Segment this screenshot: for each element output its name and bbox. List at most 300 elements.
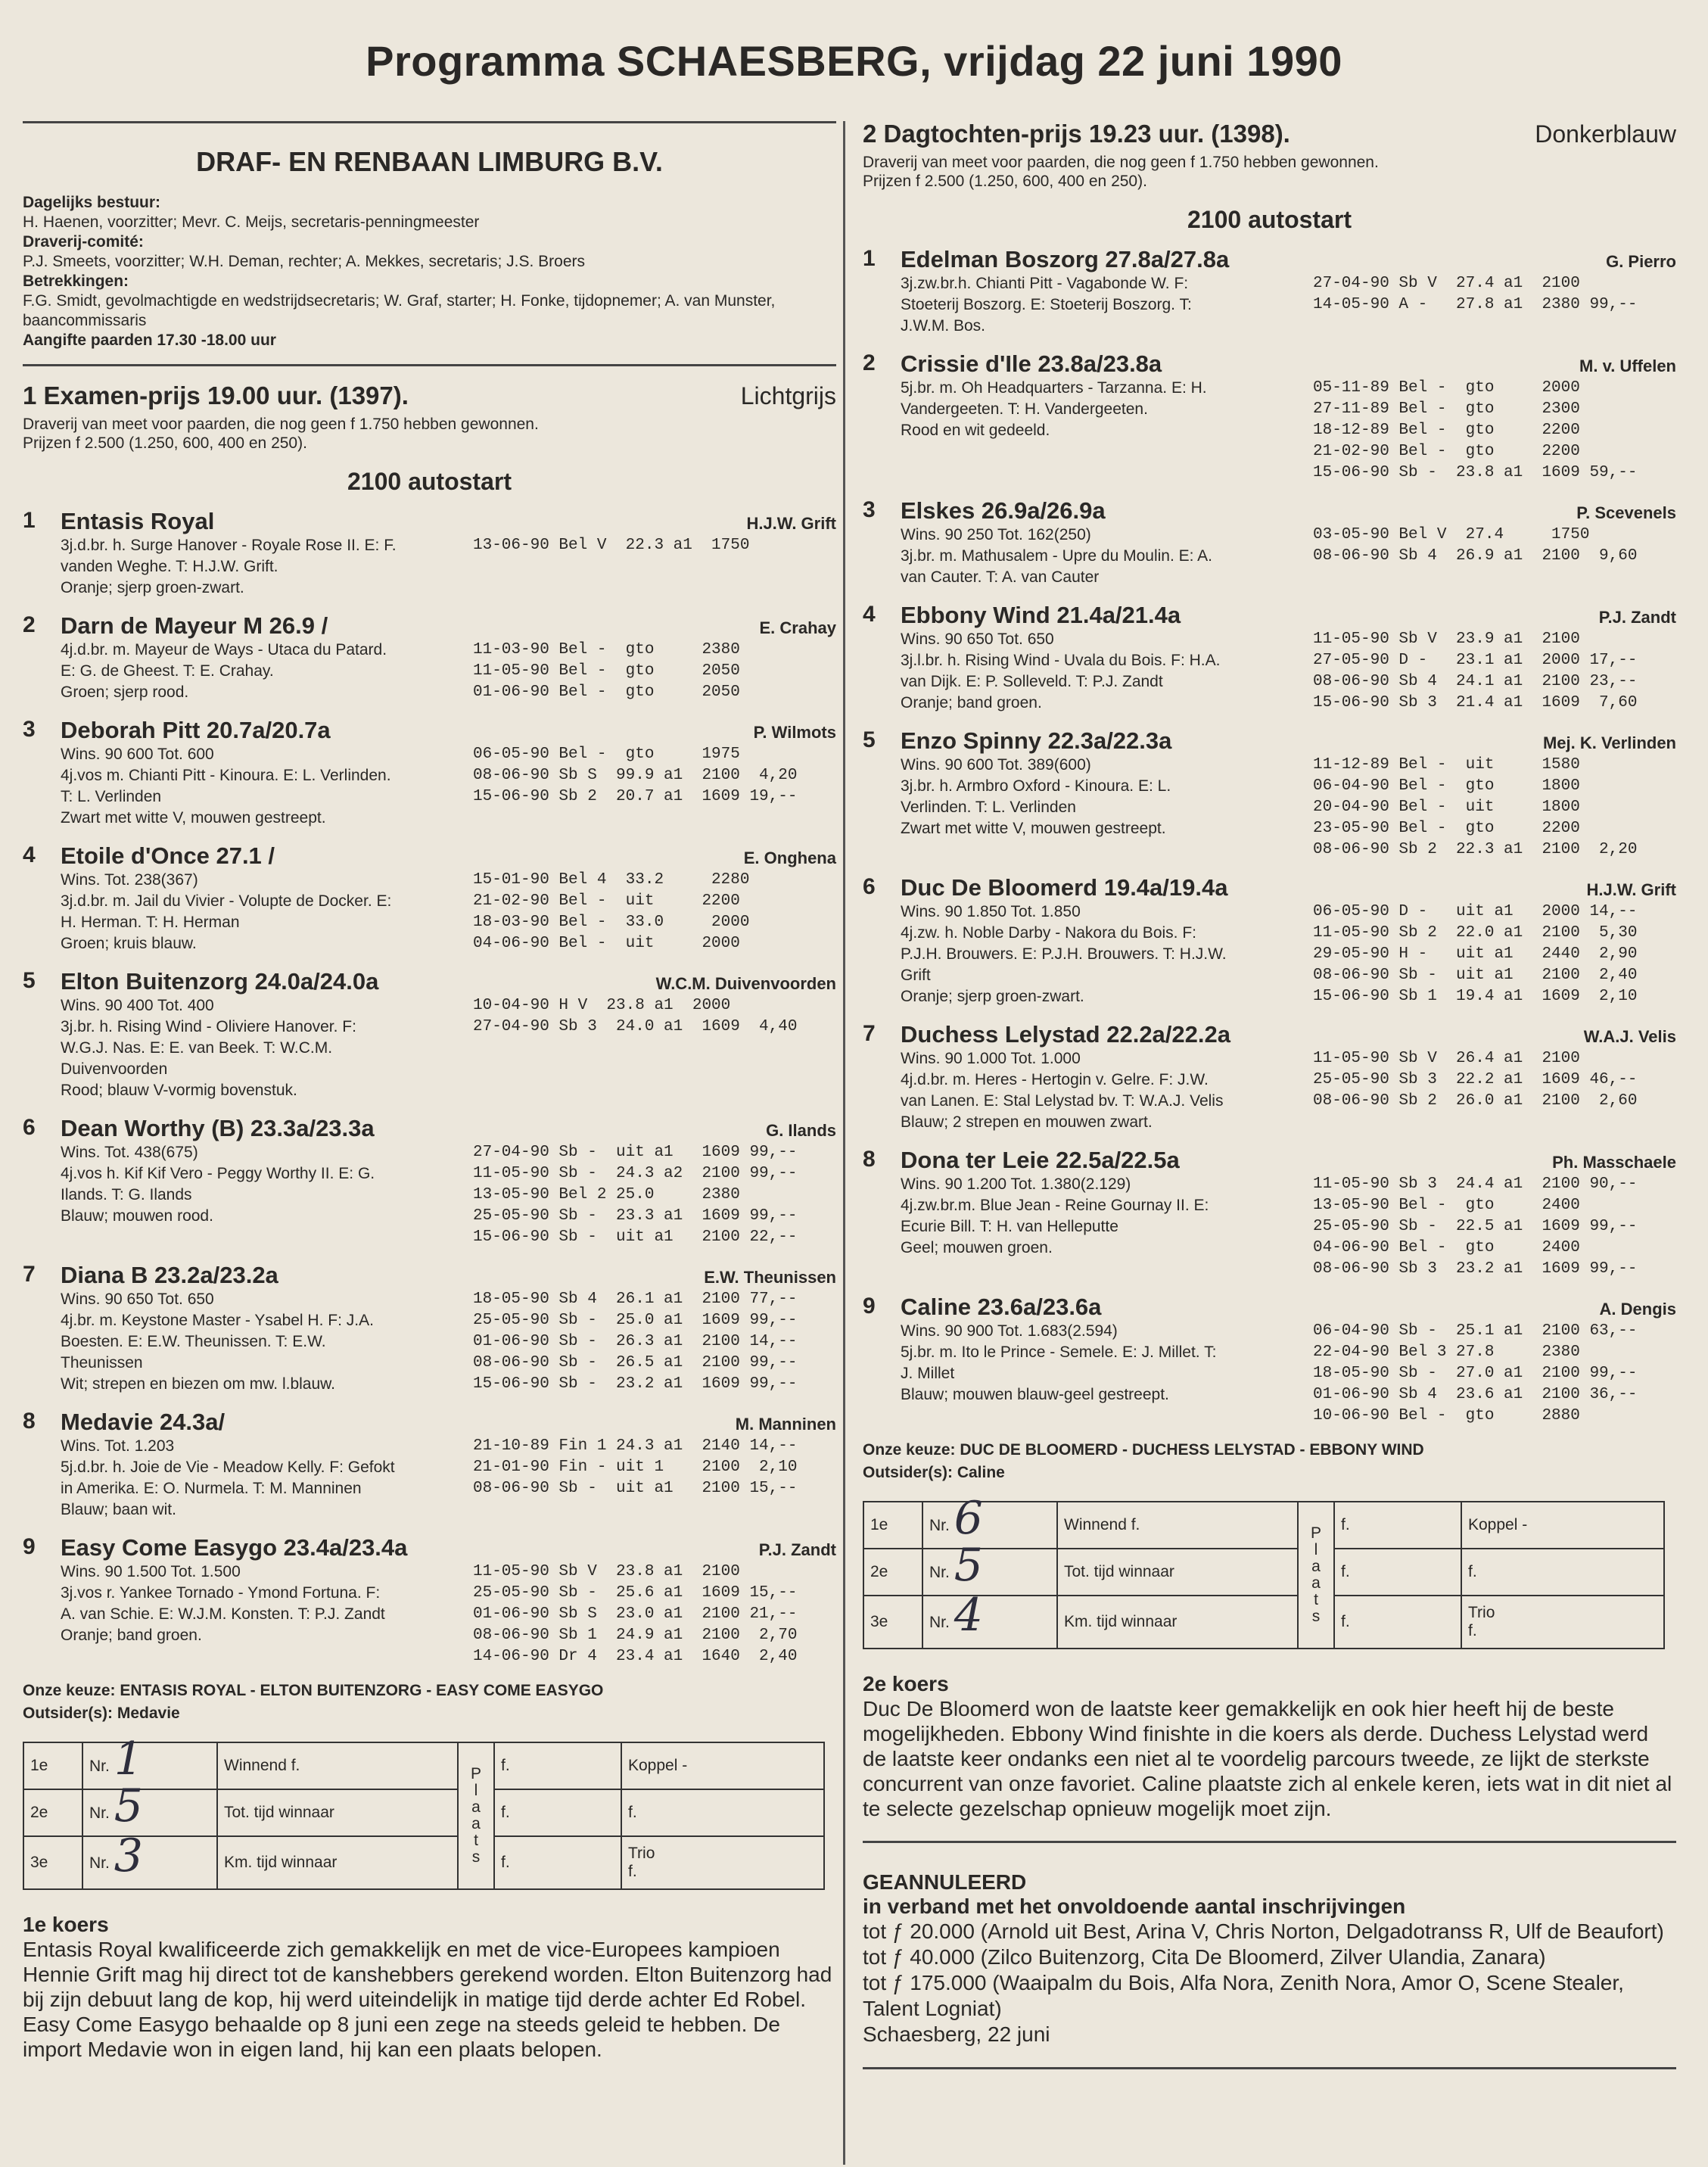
horse-number: 7 — [23, 1262, 36, 1287]
horse-heading — [61, 1409, 836, 1436]
race-1 — [23, 381, 836, 2062]
horse-info-line: Wins. Tot. 1.203 — [61, 1437, 175, 1455]
horse-driver: H.J.W. Grift — [746, 514, 836, 533]
horse-info-line: Ilands. T: G. Ilands — [61, 1186, 192, 1203]
horse-details — [901, 378, 1676, 484]
trio-label: Trio — [628, 1845, 655, 1862]
result-row — [23, 1836, 824, 1889]
horse-details — [901, 1174, 1676, 1280]
horse-info-line: T: L. Verlinden — [61, 788, 162, 805]
onze-keuze: Onze keuze: ENTASIS ROYAL - ELTON BUITENZORG - EASY COME EASYGO — [23, 1682, 604, 1699]
horse-number: 5 — [863, 727, 876, 752]
horse-name: Dean Worthy (B) 23.3a/23.3a — [61, 1115, 375, 1141]
horse-body — [61, 717, 836, 829]
horse-details — [61, 995, 836, 1101]
horse-name: Darn de Mayeur M 26.9 / — [61, 612, 328, 639]
run-line: 08-06-90 Sb 2 22.3 a1 2100 2,20 — [1313, 841, 1638, 858]
place-label: 3e — [863, 1596, 922, 1649]
horse-info-line: Blauw; baan wit. — [61, 1501, 176, 1518]
horse-body — [61, 1409, 836, 1521]
nr-label: Nr. — [929, 1564, 950, 1581]
result-table — [863, 1492, 1665, 1649]
plaats-letter: a — [1311, 1558, 1321, 1575]
run-line: 25-05-90 Sb - 25.6 a1 1609 15,-- — [473, 1584, 798, 1602]
place-label: 2e — [23, 1789, 82, 1836]
run-line: 15-06-90 Sb - uit a1 2100 22,-- — [473, 1228, 798, 1246]
f-cell: f. — [494, 1742, 621, 1789]
horse-info-line: 3j.zw.br.h. Chianti Pitt - Vagabonde W. F: — [901, 275, 1189, 292]
plaats-letter: a — [1311, 1574, 1321, 1592]
comment-text: Duc De Bloomerd won de laatste keer gemakkelijk en ook hier heeft hij de beste mogelijkheden. Ebbony Wind finishte in die koers als derde. Duchess Lelystad werd de laatste keer ondanks een niet al te voordelig parcours tweede, ze lijkt de sterkste concurrent van onze favoriet. Caline plaatste zich al enkele keren, iets wat in dit niet al te selecte gezelschap opnieuw mogelijk moet zijn. — [863, 1697, 1672, 1820]
run-line: 13-05-90 Bel 2 25.0 2380 — [473, 1186, 740, 1203]
horse-runs — [473, 1436, 836, 1521]
race-header — [863, 120, 1676, 148]
horse-runs — [473, 640, 836, 703]
plaats-letter: l — [474, 1782, 478, 1799]
horse-heading — [61, 717, 836, 744]
race-2 — [863, 120, 1676, 1821]
horse-info-line: Oranje; sjerp groen-zwart. — [61, 579, 244, 596]
horse-info-line: Wins. 90 1.000 Tot. 1.000 — [901, 1050, 1081, 1067]
f-cell: f. — [621, 1789, 824, 1836]
run-line: 15-06-90 Sb - 23.2 a1 1609 99,-- — [473, 1375, 798, 1393]
run-line: 27-05-90 D - 23.1 a1 2000 17,-- — [1313, 652, 1638, 669]
race-start: 2100 autostart — [347, 468, 512, 495]
result-row — [23, 1742, 824, 1789]
horse-body — [901, 246, 1676, 337]
run-line: 18-05-90 Sb - 27.0 a1 2100 99,-- — [1313, 1365, 1638, 1382]
horse-details — [61, 640, 836, 703]
horse-info-line: Ecurie Bill. T: H. van Helleputte — [901, 1218, 1118, 1235]
run-line: 08-06-90 Sb S 99.9 a1 2100 4,20 — [473, 767, 798, 784]
handwritten-number: 5 — [114, 1779, 143, 1832]
horse-info — [61, 535, 473, 599]
geannuleerd-line: Schaesberg, 22 juni — [863, 2022, 1050, 2046]
horse-details — [61, 1142, 836, 1248]
horse-body — [901, 1021, 1676, 1133]
run-line: 25-05-90 Sb - 22.5 a1 1609 99,-- — [1313, 1218, 1638, 1235]
horse-info-line: Rood; blauw V-vormig bovenstuk. — [61, 1082, 297, 1099]
horse-name: Elskes 26.9a/26.9a — [901, 497, 1106, 524]
nr-label: Nr. — [89, 1804, 110, 1822]
horse-name: Diana B 23.2a/23.2a — [61, 1262, 278, 1288]
column-divider — [843, 121, 845, 2165]
race-color: Lichtgrijs — [740, 382, 836, 409]
horse-info — [61, 640, 473, 703]
horse-heading — [61, 1262, 836, 1289]
run-line: 15-06-90 Sb 1 19.4 a1 1609 2,10 — [1313, 988, 1638, 1005]
horse-heading — [61, 968, 836, 995]
race-header — [23, 381, 836, 410]
horse-name: Edelman Boszorg 27.8a/27.8a — [901, 246, 1230, 272]
horse-heading — [901, 874, 1676, 901]
top-rule — [23, 121, 836, 123]
horse-entry — [863, 1021, 1676, 1133]
run-line: 11-05-90 Sb 3 24.4 a1 2100 90,-- — [1313, 1175, 1638, 1193]
f-label: f. — [628, 1863, 637, 1880]
horse-runs — [473, 535, 836, 599]
horse-info-line: Rood en wit gedeeld. — [901, 422, 1050, 439]
run-line: 10-04-90 H V 23.8 a1 2000 — [473, 997, 731, 1014]
horse-info — [901, 378, 1313, 484]
horse-details — [901, 525, 1676, 588]
horse-info-line: 4j.zw.br.m. Blue Jean - Reine Gournay II. E: — [901, 1197, 1209, 1214]
horse-number: 3 — [23, 717, 36, 742]
nr-label: Nr. — [89, 1854, 110, 1872]
race-desc-line: Draverij van meet voor paarden, die nog geen f 1.750 hebben gewonnen. — [23, 416, 539, 433]
horse-info-line: Wins. 90 900 Tot. 1.683(2.594) — [901, 1322, 1118, 1340]
run-line: 08-06-90 Sb 2 26.0 a1 2100 2,60 — [1313, 1092, 1638, 1110]
run-line: 27-11-89 Bel - gto 2300 — [1313, 400, 1580, 418]
horse-info — [61, 870, 473, 954]
trio-label: Trio — [1468, 1604, 1495, 1621]
run-line: 01-06-90 Bel - gto 2050 — [473, 683, 740, 701]
horse-info-line: P.J.H. Brouwers. E: P.J.H. Brouwers. T: H.J.W. — [901, 945, 1227, 963]
nr-label: Nr. — [929, 1517, 950, 1534]
run-line: 08-06-90 Sb 4 24.1 a1 2100 23,-- — [1313, 673, 1638, 690]
result-label: Winnend f. — [1057, 1502, 1298, 1549]
horse-body — [901, 727, 1676, 861]
trio-cell — [621, 1836, 824, 1889]
horse-entry — [863, 246, 1676, 337]
plaats-cell — [1298, 1502, 1334, 1649]
run-line: 06-04-90 Sb - 25.1 a1 2100 63,-- — [1313, 1322, 1638, 1340]
horse-entry — [863, 727, 1676, 861]
horse-heading — [901, 1294, 1676, 1321]
horse-info-line: Vandergeeten. T: H. Vandergeeten. — [901, 400, 1148, 418]
horse-info-line: 4j.vos h. Kif Kif Vero - Peggy Worthy II. E: G. — [61, 1165, 375, 1182]
horse-runs — [473, 1289, 836, 1395]
horse-body — [61, 1262, 836, 1395]
geannuleerd-title: GEANNULEERD — [863, 1870, 1027, 1894]
horse-info — [61, 1561, 473, 1667]
run-line: 27-04-90 Sb V 27.4 a1 2100 — [1313, 275, 1580, 292]
horse-runs — [473, 1142, 836, 1248]
horse-details — [61, 1561, 836, 1667]
horse-name: Entasis Royal — [61, 508, 215, 534]
plaats-letter: t — [474, 1832, 478, 1849]
horse-name: Duc De Bloomerd 19.4a/19.4a — [901, 874, 1228, 901]
horse-number: 2 — [863, 350, 876, 375]
horse-info-line: Blauw; mouwen blauw-geel gestreept. — [901, 1386, 1169, 1403]
horse-details — [61, 744, 836, 829]
horse-info-line: 4j.vos m. Chianti Pitt - Kinoura. E: L. Verlinden. — [61, 767, 391, 784]
f-cell: f. — [1334, 1549, 1461, 1596]
horse-info-line: Wins. 90 1.850 Tot. 1.850 — [901, 903, 1081, 920]
horse-info-line: Wins. 90 650 Tot. 650 — [61, 1291, 214, 1308]
horse-info-line: 4j.d.br. m. Heres - Hertogin v. Gelre. F: J.W. — [901, 1071, 1209, 1088]
koppel-cell — [621, 1742, 824, 1789]
horse-info-line: Wins. 90 600 Tot. 389(600) — [901, 756, 1091, 774]
horse-number: 6 — [23, 1115, 36, 1140]
f-cell: f. — [494, 1836, 621, 1889]
run-line: 23-05-90 Bel - gto 2200 — [1313, 820, 1580, 837]
geannuleerd-line: tot ƒ 175.000 (Waaipalm du Bois, Alfa Nora, Zenith Nora, Amor O, Scene Stealer, Talent Logniat) — [863, 1971, 1624, 2020]
koppel-label: Koppel — [1468, 1516, 1518, 1533]
horse-info — [901, 1048, 1313, 1133]
comment-title: 1e koers — [23, 1913, 109, 1936]
horse-body — [61, 842, 836, 954]
horse-driver: P. Scevenels — [1576, 503, 1676, 522]
horse-info-line: 4j.zw. h. Noble Darby - Nakora du Bois. F: — [901, 924, 1196, 942]
horse-entry — [23, 717, 836, 829]
f-cell: f. — [494, 1789, 621, 1836]
onze-keuze: Onze keuze: DUC DE BLOOMERD - DUCHESS LELYSTAD - EBBONY WIND — [863, 1441, 1424, 1459]
horse-body — [901, 874, 1676, 1007]
horse-info-line: in Amerika. E: O. Nurmela. T: M. Manninen — [61, 1480, 362, 1497]
race-title: 2 Dagtochten-prijs 19.23 uur. (1398). — [863, 120, 1290, 148]
horse-info-line: Zwart met witte V, mouwen gestreept. — [901, 820, 1166, 837]
horse-info-line: van Lanen. E: Stal Lelystad bv. T: W.A.J. Velis — [901, 1092, 1224, 1110]
section-rule — [23, 364, 836, 366]
horse-entry — [863, 497, 1676, 588]
run-line: 06-05-90 D - uit a1 2000 14,-- — [1313, 903, 1638, 920]
run-line: 08-06-90 Sb 3 23.2 a1 1609 99,-- — [1313, 1260, 1638, 1278]
result-row — [863, 1502, 1664, 1549]
horse-runs — [1313, 901, 1676, 1007]
horse-info — [61, 1142, 473, 1248]
horse-info — [901, 629, 1313, 714]
geannuleerd-line: tot ƒ 40.000 (Zilco Buitenzorg, Cita De Bloomerd, Zilver Ulandia, Zanara) — [863, 1945, 1546, 1969]
run-line: 18-05-90 Sb 4 26.1 a1 2100 77,-- — [473, 1291, 798, 1308]
horse-name: Duchess Lelystad 22.2a/22.2a — [901, 1021, 1230, 1048]
result-label: Km. tijd winnaar — [1057, 1596, 1298, 1649]
run-line: 13-05-90 Bel - gto 2400 — [1313, 1197, 1580, 1214]
horse-body — [61, 968, 836, 1101]
place-label: 3e — [23, 1836, 82, 1889]
run-line: 25-05-90 Sb - 25.0 a1 1609 99,-- — [473, 1312, 798, 1329]
horse-heading — [61, 1534, 836, 1561]
nr-cell — [922, 1492, 1057, 1549]
horse-entry — [23, 508, 836, 599]
horse-heading — [901, 727, 1676, 755]
horse-number: 8 — [23, 1409, 36, 1434]
horse-info — [901, 755, 1313, 861]
horse-number: 9 — [863, 1294, 876, 1319]
dash: - — [1522, 1516, 1528, 1533]
horse-driver: M. v. Uffelen — [1579, 356, 1676, 375]
horse-runs — [1313, 1321, 1676, 1427]
horse-heading — [901, 602, 1676, 629]
horse-driver: Ph. Masschaele — [1552, 1153, 1676, 1172]
result-label: Tot. tijd winnaar — [1057, 1549, 1298, 1596]
horse-info-line: van Dijk. E: P. Solleveld. T: P.J. Zandt — [901, 673, 1163, 690]
horse-number: 1 — [863, 246, 876, 271]
run-line: 27-04-90 Sb - uit a1 1609 99,-- — [473, 1144, 798, 1161]
horse-entry — [23, 1262, 836, 1395]
horse-info-line: Wins. Tot. 238(367) — [61, 871, 198, 889]
run-line: 15-01-90 Bel 4 33.2 2280 — [473, 871, 750, 889]
horse-info-line: Wins. 90 1.500 Tot. 1.500 — [61, 1563, 241, 1580]
horse-info-line: 4j.d.br. m. Mayeur de Ways - Utaca du Patard. — [61, 641, 387, 659]
run-line: 01-06-90 Sb - 26.3 a1 2100 14,-- — [473, 1333, 798, 1350]
run-line: 21-10-89 Fin 1 24.3 a1 2140 14,-- — [473, 1437, 798, 1455]
result-label: Winnend f. — [217, 1742, 458, 1789]
nr-cell — [922, 1589, 1057, 1649]
left-column — [23, 121, 836, 2062]
nr-label: Nr. — [89, 1758, 110, 1775]
horse-entry — [863, 602, 1676, 714]
run-line: 25-05-90 Sb - 23.3 a1 1609 99,-- — [473, 1207, 798, 1225]
horse-info-line: J.W.M. Bos. — [901, 317, 986, 335]
horse-body — [901, 350, 1676, 484]
horse-info — [61, 744, 473, 829]
race-desc-line: Prijzen f 2.500 (1.250, 600, 400 en 250). — [23, 434, 307, 452]
run-line: 11-05-90 Sb 2 22.0 a1 2100 5,30 — [1313, 924, 1638, 942]
horse-name: Enzo Spinny 22.3a/22.3a — [901, 727, 1172, 754]
horse-details — [901, 755, 1676, 861]
horse-name: Medavie 24.3a/ — [61, 1409, 226, 1435]
horse-name: Easy Come Easygo 23.4a/23.4a — [61, 1534, 408, 1561]
horse-details — [901, 1321, 1676, 1427]
geannuleerd-block — [863, 1870, 1676, 2047]
horse-driver: A. Dengis — [1599, 1300, 1676, 1319]
result-table — [23, 1733, 825, 1890]
run-line: 08-06-90 Sb - 26.5 a1 2100 99,-- — [473, 1354, 798, 1371]
run-line: 15-06-90 Sb - 23.8 a1 1609 59,-- — [1313, 464, 1638, 481]
horse-info — [61, 995, 473, 1101]
horse-info-line: A. van Schie. E: W.J.M. Konsten. T: P.J. Zandt — [61, 1605, 385, 1623]
horse-body — [901, 497, 1676, 588]
nr-cell — [82, 1829, 217, 1889]
run-line: 21-01-90 Fin - uit 1 2100 2,10 — [473, 1459, 798, 1476]
plaats-letter: s — [471, 1848, 481, 1866]
horse-info-line: Wins. 90 400 Tot. 400 — [61, 997, 214, 1014]
assoc-label: Betrekkingen: — [23, 272, 129, 290]
horse-info-line: Wins. 90 250 Tot. 162(250) — [901, 526, 1091, 543]
horse-heading — [901, 1021, 1676, 1048]
horse-info-line: 3j.br. h. Rising Wind - Oliviere Hanover. F: — [61, 1018, 356, 1035]
horse-info-line: Zwart met witte V, mouwen gestreept. — [61, 809, 326, 827]
horse-info-line: Verlinden. T: L. Verlinden — [901, 799, 1076, 816]
right-column — [863, 121, 1676, 2069]
horse-details — [61, 1436, 836, 1521]
horse-runs — [473, 995, 836, 1101]
horse-runs — [1313, 629, 1676, 714]
horse-details — [901, 1048, 1676, 1133]
horse-body — [61, 1115, 836, 1248]
horse-info-line: 3j.l.br. h. Rising Wind - Uvala du Bois. F: H.A. — [901, 652, 1221, 669]
horse-info-line: Wins. Tot. 438(675) — [61, 1144, 198, 1161]
run-line: 04-06-90 Bel - gto 2400 — [1313, 1239, 1580, 1256]
horse-name: Caline 23.6a/23.6a — [901, 1294, 1102, 1320]
geannuleerd-line: tot ƒ 20.000 (Arnold uit Best, Arina V, Chris Norton, Delgadotranss R, Ulf de Beaufort) — [863, 1919, 1664, 1943]
horse-info-line: Wins. 90 650 Tot. 650 — [901, 630, 1054, 648]
run-line: 14-05-90 A - 27.8 a1 2380 99,-- — [1313, 296, 1638, 313]
race-desc-line: Draverij van meet voor paarden, die nog geen f 1.750 hebben gewonnen. — [863, 154, 1379, 171]
horse-driver: W.A.J. Velis — [1583, 1027, 1676, 1046]
horse-entry — [23, 842, 836, 954]
run-line: 15-06-90 Sb 3 21.4 a1 1609 7,60 — [1313, 694, 1638, 711]
horse-driver: E. Crahay — [759, 618, 836, 637]
horse-info — [901, 525, 1313, 588]
handwritten-number: 1 — [114, 1733, 143, 1786]
horse-entry — [23, 612, 836, 703]
horse-info — [901, 273, 1313, 337]
run-line: 25-05-90 Sb 3 22.2 a1 1609 46,-- — [1313, 1071, 1638, 1088]
horse-number: 2 — [23, 612, 36, 637]
race-description — [863, 153, 1676, 191]
horse-info-line: van Cauter. T: A. van Cauter — [901, 568, 1100, 586]
horse-body — [61, 1534, 836, 1667]
association-name: DRAF- EN RENBAAN LIMBURG B.V. — [196, 146, 663, 177]
run-line: 11-12-89 Bel - uit 1580 — [1313, 756, 1580, 774]
outsiders: Outsider(s): Medavie — [23, 1705, 180, 1722]
horse-body — [901, 1147, 1676, 1280]
horse-info-line: vanden Weghe. T: H.J.W. Grift. — [61, 558, 278, 575]
horse-info-line: 4j.br. m. Keystone Master - Ysabel H. F: J.A. — [61, 1312, 374, 1329]
run-line: 05-11-89 Bel - gto 2000 — [1313, 379, 1580, 397]
f-cell: f. — [1461, 1549, 1664, 1596]
aangifte: Aangifte paarden 17.30 -18.00 uur — [23, 332, 276, 349]
horse-number: 3 — [863, 497, 876, 522]
horse-driver: G. Ilands — [766, 1121, 836, 1140]
handwritten-number: 6 — [954, 1492, 983, 1545]
horse-info-line: Grift — [901, 967, 931, 984]
assoc-label: Dagelijks bestuur: — [23, 194, 161, 211]
horse-info-line: 5j.d.br. h. Joie de Vie - Meadow Kelly. F: Gefokt — [61, 1459, 395, 1476]
horse-number: 5 — [23, 968, 36, 993]
horse-info-line: 3j.d.br. m. Jail du Vivier - Volupte de Docker. E: — [61, 892, 392, 910]
horse-info-line: Blauw; mouwen rood. — [61, 1207, 213, 1225]
page-title: Programma SCHAESBERG, vrijdag 22 juni 1990 — [366, 37, 1342, 85]
race-desc-line: Prijzen f 2.500 (1.250, 600, 400 en 250). — [863, 173, 1147, 190]
nr-cell — [922, 1539, 1057, 1596]
handwritten-number: 4 — [954, 1589, 983, 1642]
horse-info-line: W.G.J. Nas. E: E. van Beek. T: W.C.M. — [61, 1039, 333, 1057]
horse-heading — [61, 1115, 836, 1142]
horse-details — [61, 870, 836, 954]
handwritten-number: 5 — [954, 1539, 983, 1592]
horse-entry — [23, 1115, 836, 1248]
horse-body — [61, 612, 836, 703]
horse-info-line: 5j.br. m. Ito le Prince - Semele. E: J. Millet. T: — [901, 1343, 1217, 1361]
horse-name: Ebbony Wind 21.4a/21.4a — [901, 602, 1181, 628]
horse-runs — [1313, 755, 1676, 861]
horse-runs — [1313, 1048, 1676, 1133]
horse-number: 9 — [23, 1534, 36, 1559]
horse-number: 8 — [863, 1147, 876, 1172]
race-title: 1 Examen-prijs 19.00 uur. (1397). — [23, 381, 409, 409]
horse-entry — [23, 1409, 836, 1521]
horse-driver: H.J.W. Grift — [1586, 880, 1676, 899]
run-line: 06-05-90 Bel - gto 1975 — [473, 746, 740, 763]
horse-info-line: H. Herman. T: H. Herman — [61, 914, 240, 931]
run-line: 01-06-90 Sb 4 23.6 a1 2100 36,-- — [1313, 1386, 1638, 1403]
assoc-label: Draverij-comité: — [23, 233, 144, 251]
horse-info-line: 3j.br. m. Mathusalem - Upre du Moulin. E: A. — [901, 547, 1213, 565]
run-line: 08-06-90 Sb - uit a1 2100 2,40 — [1313, 967, 1638, 984]
horse-number: 1 — [23, 508, 36, 533]
horse-info-line: Wit; strepen en biezen om mw. l.blauw. — [61, 1375, 335, 1393]
horse-info-line: Groen; kruis blauw. — [61, 935, 197, 952]
assoc-text: H. Haenen, voorzitter; Mevr. C. Meijs, secretaris-penningmeester — [23, 213, 480, 231]
place-label: 2e — [863, 1549, 922, 1596]
horse-name: Elton Buitenzorg 24.0a/24.0a — [61, 968, 379, 995]
outsiders: Outsider(s): Caline — [863, 1464, 1005, 1481]
horse-driver: P.J. Zandt — [1598, 608, 1676, 627]
horse-name: Crissie d'Ile 23.8a/23.8a — [901, 350, 1162, 377]
horse-runs — [1313, 1174, 1676, 1280]
horse-info-line: 3j.vos r. Yankee Tornado - Ymond Fortuna. F: — [61, 1584, 381, 1602]
horse-info — [901, 1321, 1313, 1427]
place-label: 1e — [23, 1742, 82, 1789]
plaats-letter: l — [1314, 1541, 1318, 1558]
run-line: 15-06-90 Sb 2 20.7 a1 1609 19,-- — [473, 788, 798, 805]
race-color: Donkerblauw — [1535, 120, 1676, 148]
nr-cell — [82, 1779, 217, 1836]
horse-info-line: Wins. 90 1.200 Tot. 1.380(2.129) — [901, 1175, 1131, 1193]
